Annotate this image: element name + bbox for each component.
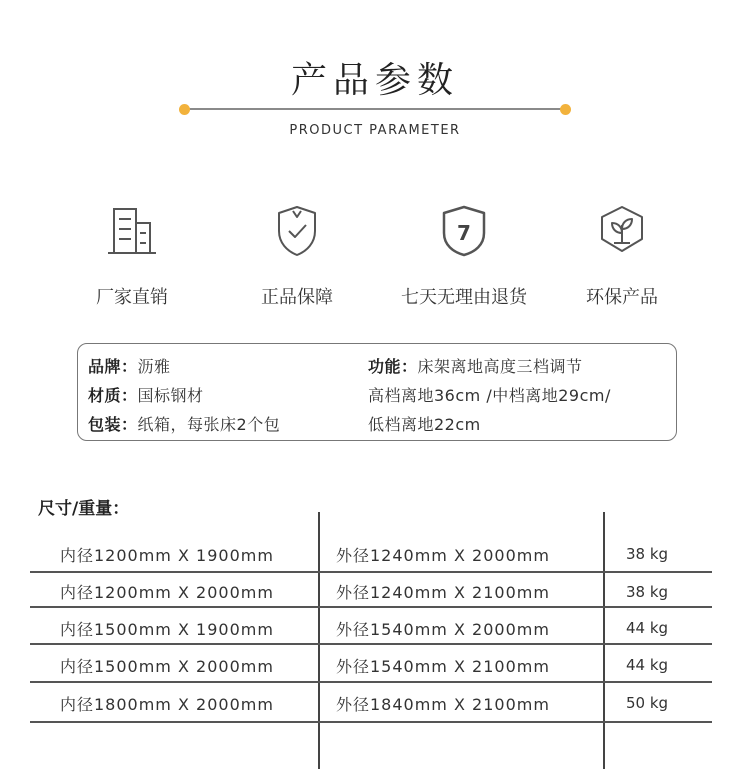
spec-value: 沥雅 bbox=[137, 357, 171, 376]
table-cell-weight: 50 kg bbox=[626, 694, 669, 712]
building-icon bbox=[104, 203, 160, 259]
eco-leaf-icon bbox=[594, 203, 650, 259]
feature-genuine bbox=[212, 203, 382, 309]
spec-function-line2: 高档离地36cm /中档离地29cm/ bbox=[368, 386, 611, 405]
table-cell-weight: 44 kg bbox=[626, 619, 669, 637]
spec-key: 包装： bbox=[88, 415, 138, 434]
table-divider-vertical bbox=[318, 512, 320, 769]
table-cell-weight: 44 kg bbox=[626, 656, 669, 674]
table-cell-inner: 内径1200mm X 1900mm bbox=[60, 546, 274, 565]
divider-dot-right bbox=[560, 104, 571, 115]
size-weight-title: 尺寸/重量： bbox=[38, 499, 130, 519]
table-row-divider bbox=[30, 721, 712, 723]
spec-value: 纸箱，每张床2个包 bbox=[137, 415, 281, 434]
spec-package bbox=[88, 412, 280, 435]
page-subtitle: PRODUCT PARAMETER bbox=[289, 123, 461, 138]
table-cell-inner: 内径1200mm X 2000mm bbox=[60, 583, 274, 602]
spec-brand bbox=[88, 354, 171, 377]
table-row-divider bbox=[30, 606, 712, 608]
spec-function-line3: 低档离地22cm bbox=[368, 415, 481, 434]
feature-eco bbox=[537, 203, 707, 309]
feature-seven-day-return bbox=[379, 203, 549, 309]
feature-factory-direct bbox=[47, 203, 217, 309]
spec-material bbox=[88, 383, 204, 406]
table-cell-inner: 内径1500mm X 2000mm bbox=[60, 657, 274, 676]
feature-label: 厂家直销 bbox=[96, 287, 168, 308]
table-row-divider bbox=[30, 643, 712, 645]
table-cell-weight: 38 kg bbox=[626, 545, 669, 563]
spec-value: 国标钢材 bbox=[137, 386, 204, 405]
table-cell-outer: 外径1540mm X 2100mm bbox=[336, 657, 550, 676]
spec-value: 床架离地高度三档调节 bbox=[417, 357, 583, 376]
spec-key: 品牌： bbox=[88, 357, 138, 376]
seven-day-shield-icon bbox=[436, 203, 492, 259]
page-title: 产品参数 bbox=[290, 60, 459, 101]
table-cell-weight: 38 kg bbox=[626, 583, 669, 601]
divider-dot-left bbox=[179, 104, 190, 115]
feature-label: 正品保障 bbox=[261, 287, 333, 308]
spec-key: 功能： bbox=[368, 357, 418, 376]
table-divider-vertical bbox=[603, 512, 605, 769]
svg-text:7: 7 bbox=[457, 221, 471, 245]
table-cell-inner: 内径1500mm X 1900mm bbox=[60, 620, 274, 639]
table-cell-outer: 外径1540mm X 2000mm bbox=[336, 620, 550, 639]
table-cell-outer: 外径1240mm X 2100mm bbox=[336, 583, 550, 602]
title-divider bbox=[185, 108, 565, 110]
feature-label: 环保产品 bbox=[586, 287, 658, 308]
spec-key: 材质： bbox=[88, 386, 138, 405]
feature-label: 七天无理由退货 bbox=[401, 287, 527, 308]
table-cell-outer: 外径1240mm X 2000mm bbox=[336, 546, 550, 565]
table-cell-inner: 内径1800mm X 2000mm bbox=[60, 695, 274, 714]
table-cell-outer: 外径1840mm X 2100mm bbox=[336, 695, 550, 714]
table-row-divider bbox=[30, 571, 712, 573]
shield-check-icon bbox=[269, 203, 325, 259]
table-row-divider bbox=[30, 681, 712, 683]
spec-function bbox=[368, 354, 583, 377]
